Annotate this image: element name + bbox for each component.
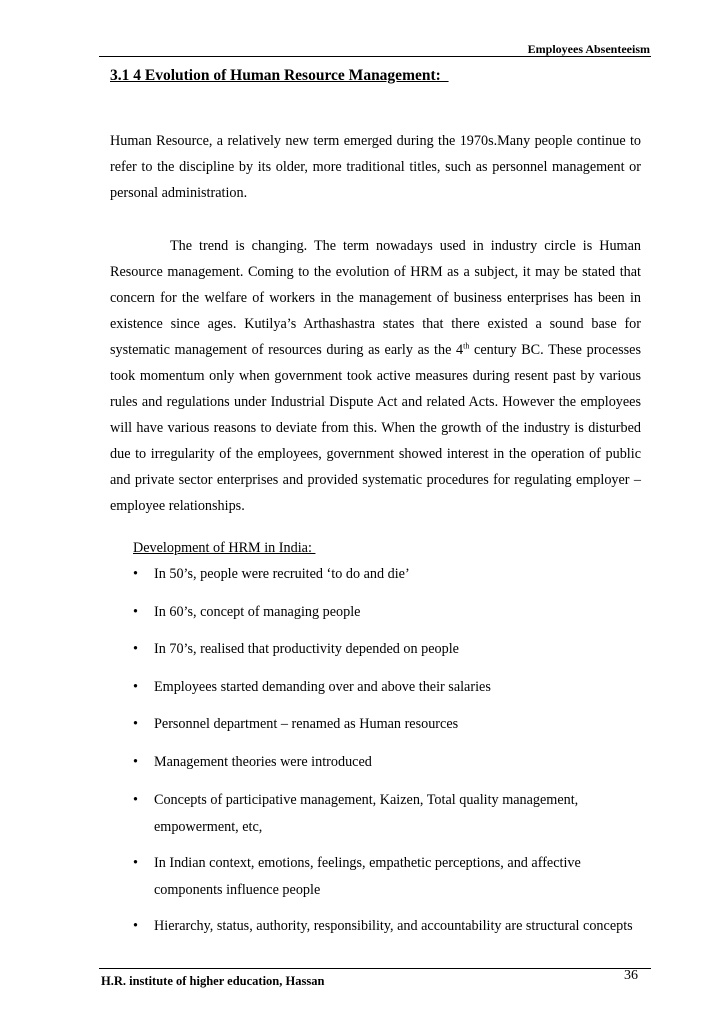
superscript-th: th xyxy=(463,341,470,351)
running-header-title: Employees Absenteeism xyxy=(527,42,650,56)
paragraph-intro: Human Resource, a relatively new term emerged during the 1970s.Many people continue to refer to the discipline by its older, more traditional titles, such as personnel management or personal administration. xyxy=(110,133,641,201)
bullet-icon: • xyxy=(133,641,138,657)
development-heading: Development of HRM in India: xyxy=(133,540,316,556)
list-item xyxy=(133,913,633,940)
list-item xyxy=(133,850,633,904)
bullet-icon: • xyxy=(133,918,138,934)
paragraph-evolution-part1: The trend is changing. The term nowadays used in industry circle is Human Resource management. Coming to the evolution of HRM as a subject, it may be stated that concern for the welfare of workers in the management of business enterprises has been in existence since ages. Kutilya’s Arthashastra states that there existed a sound base for systematic management of resources during as early as the 4 xyxy=(110,238,641,358)
bullet-icon: • xyxy=(133,604,138,620)
bullet-icon: • xyxy=(133,754,138,770)
bullet-icon: • xyxy=(133,716,138,732)
list-item xyxy=(133,711,633,738)
list-item xyxy=(133,636,633,663)
page-number: 36 xyxy=(624,968,638,983)
list-item-text: In 50’s, people were recruited ‘to do and die’ xyxy=(154,566,410,582)
paragraph-evolution xyxy=(110,233,641,519)
list-item-text: Management theories were introduced xyxy=(154,754,372,770)
bullet-icon: • xyxy=(133,566,138,582)
bullet-icon: • xyxy=(133,792,138,808)
header-rule xyxy=(99,56,651,57)
list-item-text: In 70’s, realised that productivity depended on people xyxy=(154,641,459,657)
bullet-icon: • xyxy=(133,679,138,695)
paragraph-evolution-part2: century BC. These processes took momentum only when government took active measures during resent past by various rules and regulations under Industrial Dispute Act and related Acts. However the employees will have various reasons to deviate from this. When the growth of the industry is disturbed due to irregularity of the employees, government showed interest in the operation of public and private sector enterprises and provided systematic procedures for regulating employer –employee relationships. xyxy=(110,342,641,514)
list-item-text: Employees started demanding over and above their salaries xyxy=(154,679,491,695)
bullet-icon: • xyxy=(133,855,138,871)
list-item-text: Concepts of participative management, Kaizen, Total quality management, empowerment, etc, xyxy=(154,792,579,835)
list-item xyxy=(133,599,633,626)
list-item xyxy=(133,787,633,841)
footer-rule xyxy=(99,968,651,969)
section-title: 3.1 4 Evolution of Human Resource Management: xyxy=(110,67,449,84)
footer-institution: H.R. institute of higher education, Hassan xyxy=(101,974,325,988)
list-item xyxy=(133,561,633,588)
list-item xyxy=(133,674,633,701)
list-item-text: Hierarchy, status, authority, responsibility, and accountability are structural concepts xyxy=(154,918,633,934)
list-item xyxy=(133,749,633,776)
list-item-text: In 60’s, concept of managing people xyxy=(154,604,361,620)
list-item-text: In Indian context, emotions, feelings, empathetic perceptions, and affective components influence people xyxy=(154,855,581,898)
list-item-text: Personnel department – renamed as Human resources xyxy=(154,716,459,732)
